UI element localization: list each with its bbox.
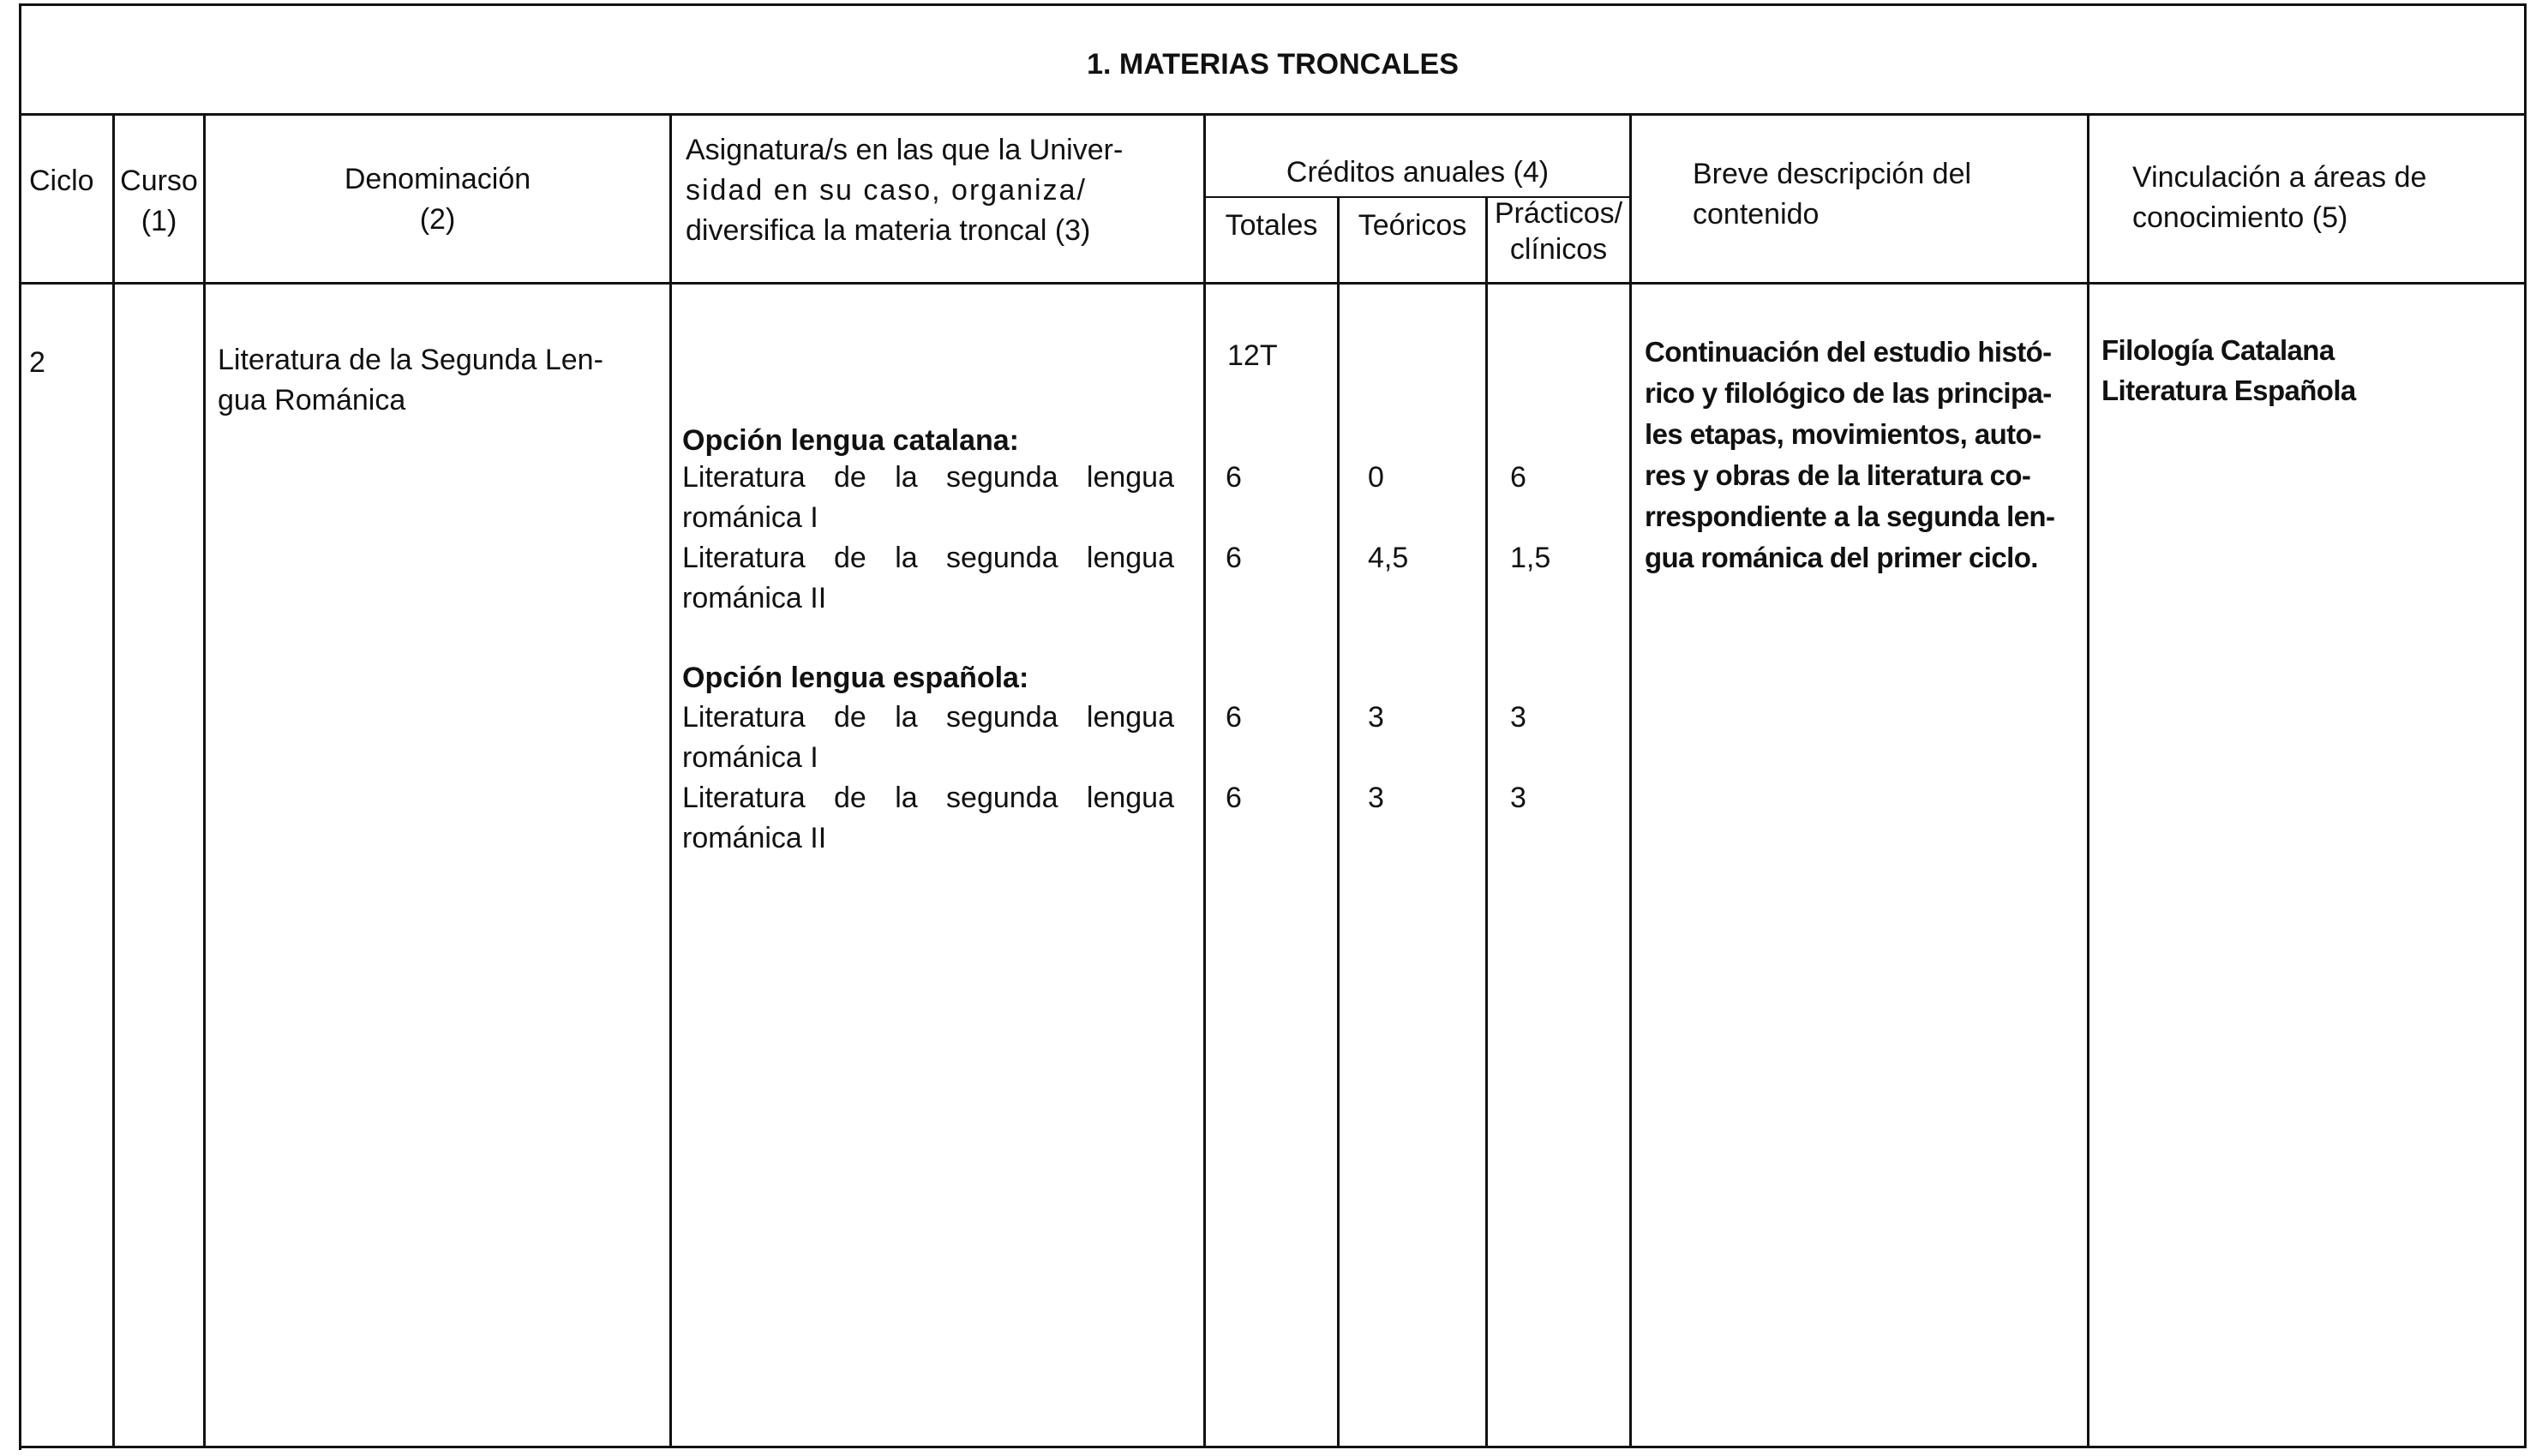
header-practicos: [1488, 195, 1629, 267]
vinculacion-line-1: Filología Catalana: [2101, 334, 2335, 366]
header-asignaturas: [686, 130, 1191, 251]
header-curso: [115, 161, 203, 242]
header-curso-line-1: Curso: [120, 165, 198, 197]
header-descripcion: [1693, 154, 1971, 235]
asignatura-name-line-1: Literatura de la segunda lengua: [682, 461, 1174, 494]
header-creditos: Créditos anuales (4): [1286, 156, 1550, 189]
cell-denominacion: [218, 340, 603, 421]
asignatura-espanola-2: [682, 778, 1174, 859]
header-denominacion: [206, 159, 669, 240]
denominacion-line-1: Literatura de la Segunda Len-: [218, 344, 603, 376]
border-right: [2524, 3, 2527, 1448]
catalana-1-practicos: 6: [1510, 461, 1526, 494]
descripcion-line-1: Continuación del estudio histó-: [1645, 336, 2052, 368]
descripcion-line-2: rico y filológico de las principa-: [1645, 377, 2052, 409]
opcion-espanola-label: Opción lengua española:: [682, 662, 1029, 694]
header-vinculacion-line-2: conocimiento (5): [2132, 201, 2348, 234]
col-divider-teoricos: [1485, 196, 1488, 1447]
asignatura-name-line-2: románica I: [682, 501, 818, 534]
title-separator: [19, 113, 2527, 116]
catalana-1-totales: 6: [1226, 461, 1242, 494]
header-practicos-line-1: Prácticos/: [1494, 197, 1623, 230]
asignatura-name-line-2: románica II: [682, 582, 827, 614]
header-separator: [19, 282, 2527, 285]
cell-vinculacion: [2101, 330, 2356, 410]
espanola-2-totales: 6: [1226, 782, 1242, 814]
descripcion-line-6: gua románica del primer ciclo.: [1645, 542, 2038, 573]
catalana-2-practicos: 1,5: [1510, 542, 1551, 574]
border-bottom: [19, 1446, 2527, 1448]
espanola-1-totales: 6: [1226, 701, 1242, 734]
header-curso-line-2: (1): [141, 205, 177, 237]
catalana-2-teoricos: 4,5: [1368, 542, 1409, 574]
col-divider-curso: [203, 114, 206, 1447]
vinculacion-line-2: Literatura Española: [2101, 374, 2356, 406]
header-denominacion-line-1: Denominación: [344, 163, 531, 195]
col-divider-totales: [1337, 196, 1340, 1447]
catalana-1-teoricos: 0: [1368, 461, 1384, 494]
asignatura-name-line-1: Literatura de la segunda lengua: [682, 782, 1174, 814]
header-descripcion-line-2: contenido: [1693, 198, 1820, 231]
col-divider-ciclo: [112, 114, 115, 1447]
descripcion-line-5: rrespondiente a la segunda len-: [1645, 500, 2055, 532]
border-left: [19, 3, 21, 1450]
asignatura-name-line-2: románica II: [682, 822, 827, 854]
asignatura-name-line-1: Literatura de la segunda lengua: [682, 701, 1174, 734]
col-divider-asignaturas: [1203, 114, 1206, 1447]
border-top: [19, 3, 2527, 6]
header-descripcion-line-1: Breve descripción del: [1693, 158, 1972, 190]
col-divider-practicos: [1629, 114, 1632, 1447]
header-asignaturas-line-2: sidad en su caso, organiza/: [686, 174, 1087, 207]
header-asignaturas-line-3: diversifica la materia troncal (3): [686, 214, 1091, 247]
espanola-2-teoricos: 3: [1368, 782, 1384, 814]
descripcion-line-4: res y obras de la literatura co-: [1645, 459, 2031, 491]
col-divider-descripcion: [2087, 114, 2089, 1447]
header-teoricos: Teóricos: [1358, 209, 1467, 242]
header-vinculacion: [2132, 158, 2426, 238]
asignatura-name-line-2: románica I: [682, 741, 818, 774]
header-practicos-line-2: clínicos: [1509, 233, 1608, 266]
espanola-1-teoricos: 3: [1368, 701, 1384, 734]
espanola-2-practicos: 3: [1510, 782, 1526, 814]
catalana-2-totales: 6: [1226, 542, 1242, 574]
cell-ciclo: 2: [29, 346, 45, 379]
header-totales: Totales: [1225, 209, 1318, 242]
asignatura-name-line-1: Literatura de la segunda lengua: [682, 542, 1174, 574]
asignatura-catalana-2: [682, 538, 1174, 619]
col-divider-denominacion: [669, 114, 672, 1447]
opcion-catalana-label: Opción lengua catalana:: [682, 424, 1019, 457]
header-denominacion-line-2: (2): [419, 203, 456, 236]
descripcion-line-3: les etapas, movimientos, auto-: [1645, 418, 2041, 450]
denominacion-line-2: gua Románica: [218, 384, 406, 416]
table-title: 1. MATERIAS TRONCALES: [1087, 48, 1459, 81]
cell-total-creditos: 12T: [1227, 339, 1278, 372]
asignatura-catalana-1: [682, 458, 1174, 538]
header-ciclo: Ciclo: [29, 165, 94, 197]
cell-descripcion: [1645, 332, 2080, 578]
header-asignaturas-line-1: Asignatura/s en las que la Univer-: [686, 134, 1124, 166]
header-vinculacion-line-1: Vinculación a áreas de: [2132, 161, 2427, 194]
asignatura-espanola-1: [682, 698, 1174, 778]
espanola-1-practicos: 3: [1510, 701, 1526, 734]
